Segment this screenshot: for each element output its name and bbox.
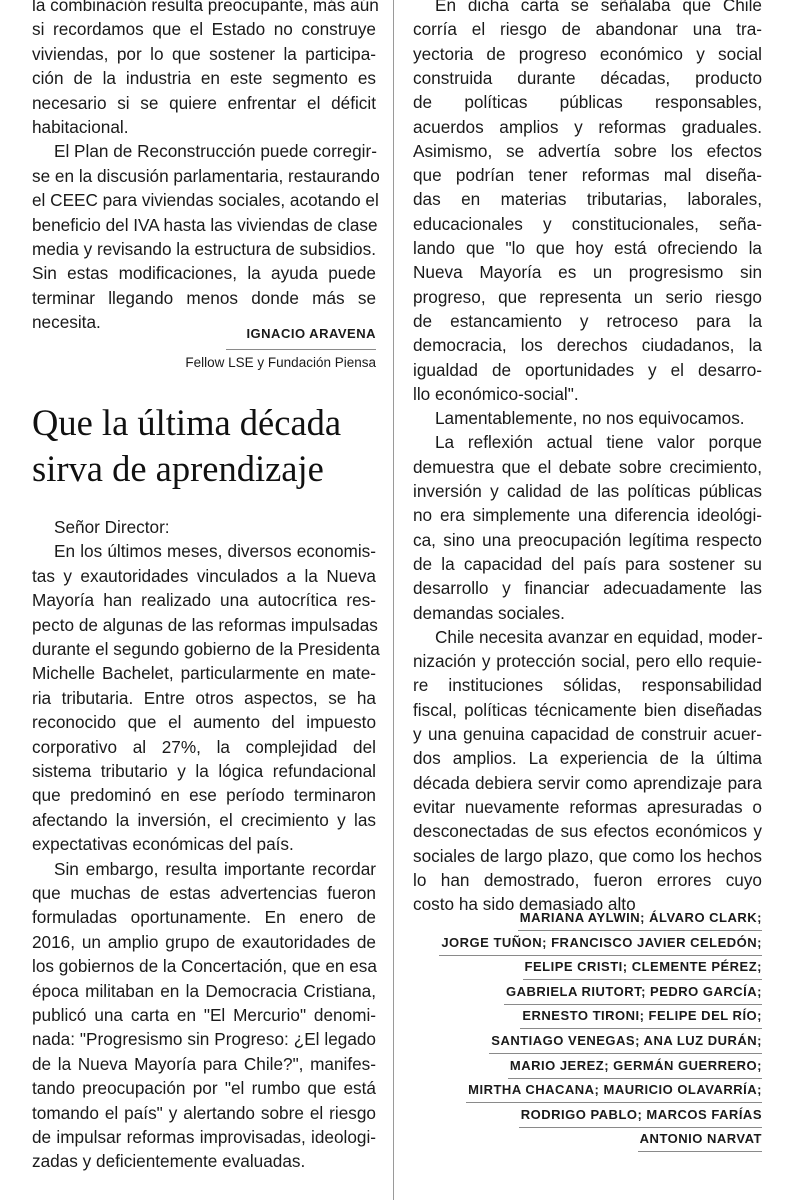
text-line: necesario si se quiere enfrentar el déficit [32,92,376,113]
text-line: terminar llegando menos donde más se [32,287,376,308]
text-line: de políticas públicas responsables, [413,92,762,113]
text-line: lo han demostrado, fueron errores cuyo [413,869,762,890]
text-line: el CEEC para viviendas sociales, acotando el [32,190,379,211]
text-line: que predominó en ese período terminaron [32,785,376,806]
headline-line: Que la última década [32,402,342,443]
text-line: afectando la inversión, el crecimiento y las [32,809,376,830]
text-line: no era simplemente una diferencia ideológi- [413,505,762,526]
text-line: sociales de largo plazo, que como los hechos [413,845,762,866]
signatory-rule [519,1127,762,1128]
signatory-rule [638,1151,762,1152]
text-line: zadas y deficientemente evaluadas. [32,1151,306,1172]
signatory-rule [466,1102,762,1103]
text-line: igualdad de oportunidades y el desarro- [413,359,762,380]
text-line: lando que "lo que hoy está ofreciendo la [413,238,762,258]
text-line: dos amplios. La experiencia de la última [413,748,762,769]
text-line: ción de la industria en este segmento es [32,68,376,89]
text-line: Mayoría han realizado una autocrítica res- [32,590,376,611]
text-line: los gobiernos de la Concertación, que en esa [32,956,377,977]
signatory-line: SANTIAGO VENEGAS; ANA LUZ DURÁN; [491,1033,762,1048]
text-line: se en la discusión parlamentaria, restaurando [32,165,380,186]
signature-name: IGNACIO ARAVENA [246,326,376,341]
signatory-line: MIRTHA CHACANA; MAURICIO OLAVARRÍA; [468,1082,762,1098]
text-line: tas y exautoridades vinculados a la Nueva [32,565,376,586]
signatory-line: ANTONIO NARVAT [639,1131,762,1147]
signatory-line: JORGE TUÑON; FRANCISCO JAVIER CELEDÓN; [441,934,762,950]
text-line: de la capacidad del país para sostener su [413,553,762,574]
text-line: Nueva Mayoría es un progresismo sin [413,262,762,283]
text-line: nada: "Progresismo sin Progreso: ¿El legado [32,1029,376,1050]
text-line: tando preocupación por "el rumbo que está [32,1078,376,1099]
text-line: sistema tributario y la lógica refundacional [32,761,376,781]
text-line: de estancamiento y retroceso para la [413,310,762,331]
signatory-rule [439,955,762,956]
signature-rule [226,349,376,350]
text-line: Michelle Bachelet, particularmente en mate- [32,663,376,684]
headline-line: sirva de aprendizaje [32,448,324,489]
text-line: acuerdos amplios y reformas graduales. [413,116,762,137]
text-line: pecto de algunas de las reformas impulsadas [32,614,378,635]
signatory-rule [518,930,762,931]
text-line: democracia, los derechos ciudadanos, la [413,335,762,356]
text-line: media y revisando la estructura de subsidios. [32,239,376,259]
text-line: El Plan de Reconstrucción puede corregir- [54,141,377,162]
text-line: Chile necesita avanzar en equidad, moder- [435,626,763,647]
signatory-line: ERNESTO TIRONI; FELIPE DEL RÍO; [522,1008,762,1024]
text-line: ria tributaria. Entre otros aspectos, se ha [32,687,376,708]
text-line: que muchas de estas advertencias fueron [32,883,376,903]
text-line: En los últimos meses, diversos economis- [54,541,376,562]
text-line: demuestra que el debate sobre crecimiento, [413,456,762,477]
text-line: Asimismo, se advertía sobre los efectos [413,140,762,161]
text-line: Lamentablemente, no nos equivocamos. [435,408,745,429]
text-line: publicó una carta en "El Mercurio" denomi- [32,1005,376,1025]
text-line: corporativo al 27%, la complejidad del [32,736,376,757]
signatory-line: GABRIELA RIUTORT; PEDRO GARCÍA; [506,983,762,999]
text-line: formuladas oportunamente. En enero de [32,907,376,928]
signatory-line: MARIO JEREZ; GERMÁN GUERRERO; [509,1057,762,1073]
text-line: costo ha sido demasiado alto [413,894,636,915]
text-line: construida durante décadas, producto [413,67,762,88]
text-line: Sin embargo, resulta importante recordar [54,858,376,879]
text-line: fiscal, políticas técnicamente bien diseñadas [413,699,762,720]
signatory-rule [504,1004,762,1005]
text-line: progreso, que representa un serio riesgo [413,286,762,307]
text-line: época militaban en la Democracia Cristiana, [32,980,376,1001]
signature-affiliation: Fellow LSE y Fundación Piensa [185,355,376,370]
text-line: das en materias tributarias, laborales, [413,189,762,210]
text-line: y una genuina capacidad de construir acuer- [413,724,762,744]
text-line: Señor Director: [54,517,170,537]
text-line: nización y protección social, pero ello requie- [413,651,762,672]
text-line: ca, sino una preocupación legítima respecto [413,529,762,550]
text-line: viviendas, por lo que sostener la participa- [32,43,376,64]
text-line: década debiera servir como aprendizaje para [413,772,762,793]
text-line: reconocido que el aumento del impuesto [32,712,376,733]
signatory-rule [523,979,762,980]
text-line: demandas sociales. [413,602,565,623]
text-line: evitar nuevamente reformas apresuradas o [413,796,762,817]
text-line: llo económico-social". [413,383,579,404]
text-line: la combinación resulta preocupante, más aún [32,0,379,15]
text-line: Sin estas modificaciones, la ayuda puede [32,263,376,284]
signatory-rule [520,1028,762,1029]
text-line: educacionales y constitucionales, seña- [413,213,762,234]
text-line: de impulsar reformas improvisadas, ideologi- [32,1127,376,1147]
signatory-rule [489,1053,762,1054]
signatory-line: RODRIGO PABLO; MARCOS FARÍAS [520,1106,762,1122]
signatory-line: FELIPE CRISTI; CLEMENTE PÉREZ; [524,959,762,975]
text-line: beneficio del IVA hasta las viviendas de clase [32,214,378,235]
text-line: En dicha carta se señalaba que Chile [435,0,762,15]
text-line: La reflexión actual tiene valor porque [435,432,762,453]
text-line: si recordamos que el Estado no construye [32,19,376,40]
text-line: expectativas económicas del país. [32,834,294,855]
text-line: desarrollo y financiar adecuadamente las [413,578,762,599]
text-line: durante el segundo gobierno de la Presidenta [32,639,380,659]
text-line: tomando el país" y alertando sobre el riesgo [32,1102,376,1123]
text-line: re instituciones sólidas, responsabilidad [413,675,762,696]
signatory-line: MARIANA AYLWIN; ÁLVARO CLARK; [519,910,762,925]
text-line: habitacional. [32,117,129,137]
text-line: 2016, un amplio grupo de exautoridades de [32,931,376,952]
text-line: yectoria de progreso económico y social [413,43,762,64]
text-line: necesita. [32,312,101,333]
text-line: que podrían tener reformas mal diseña- [413,165,762,186]
signatory-rule [508,1078,762,1079]
column-divider [393,0,394,1200]
text-line: desconectadas de sus efectos económicos y [413,821,762,842]
text-line: de la Nueva Mayoría para Chile?", manifes- [32,1053,376,1074]
text-line: inversión y calidad de las políticas públicas [413,481,762,501]
text-line: corría el riesgo de abandonar una tra- [413,19,762,40]
